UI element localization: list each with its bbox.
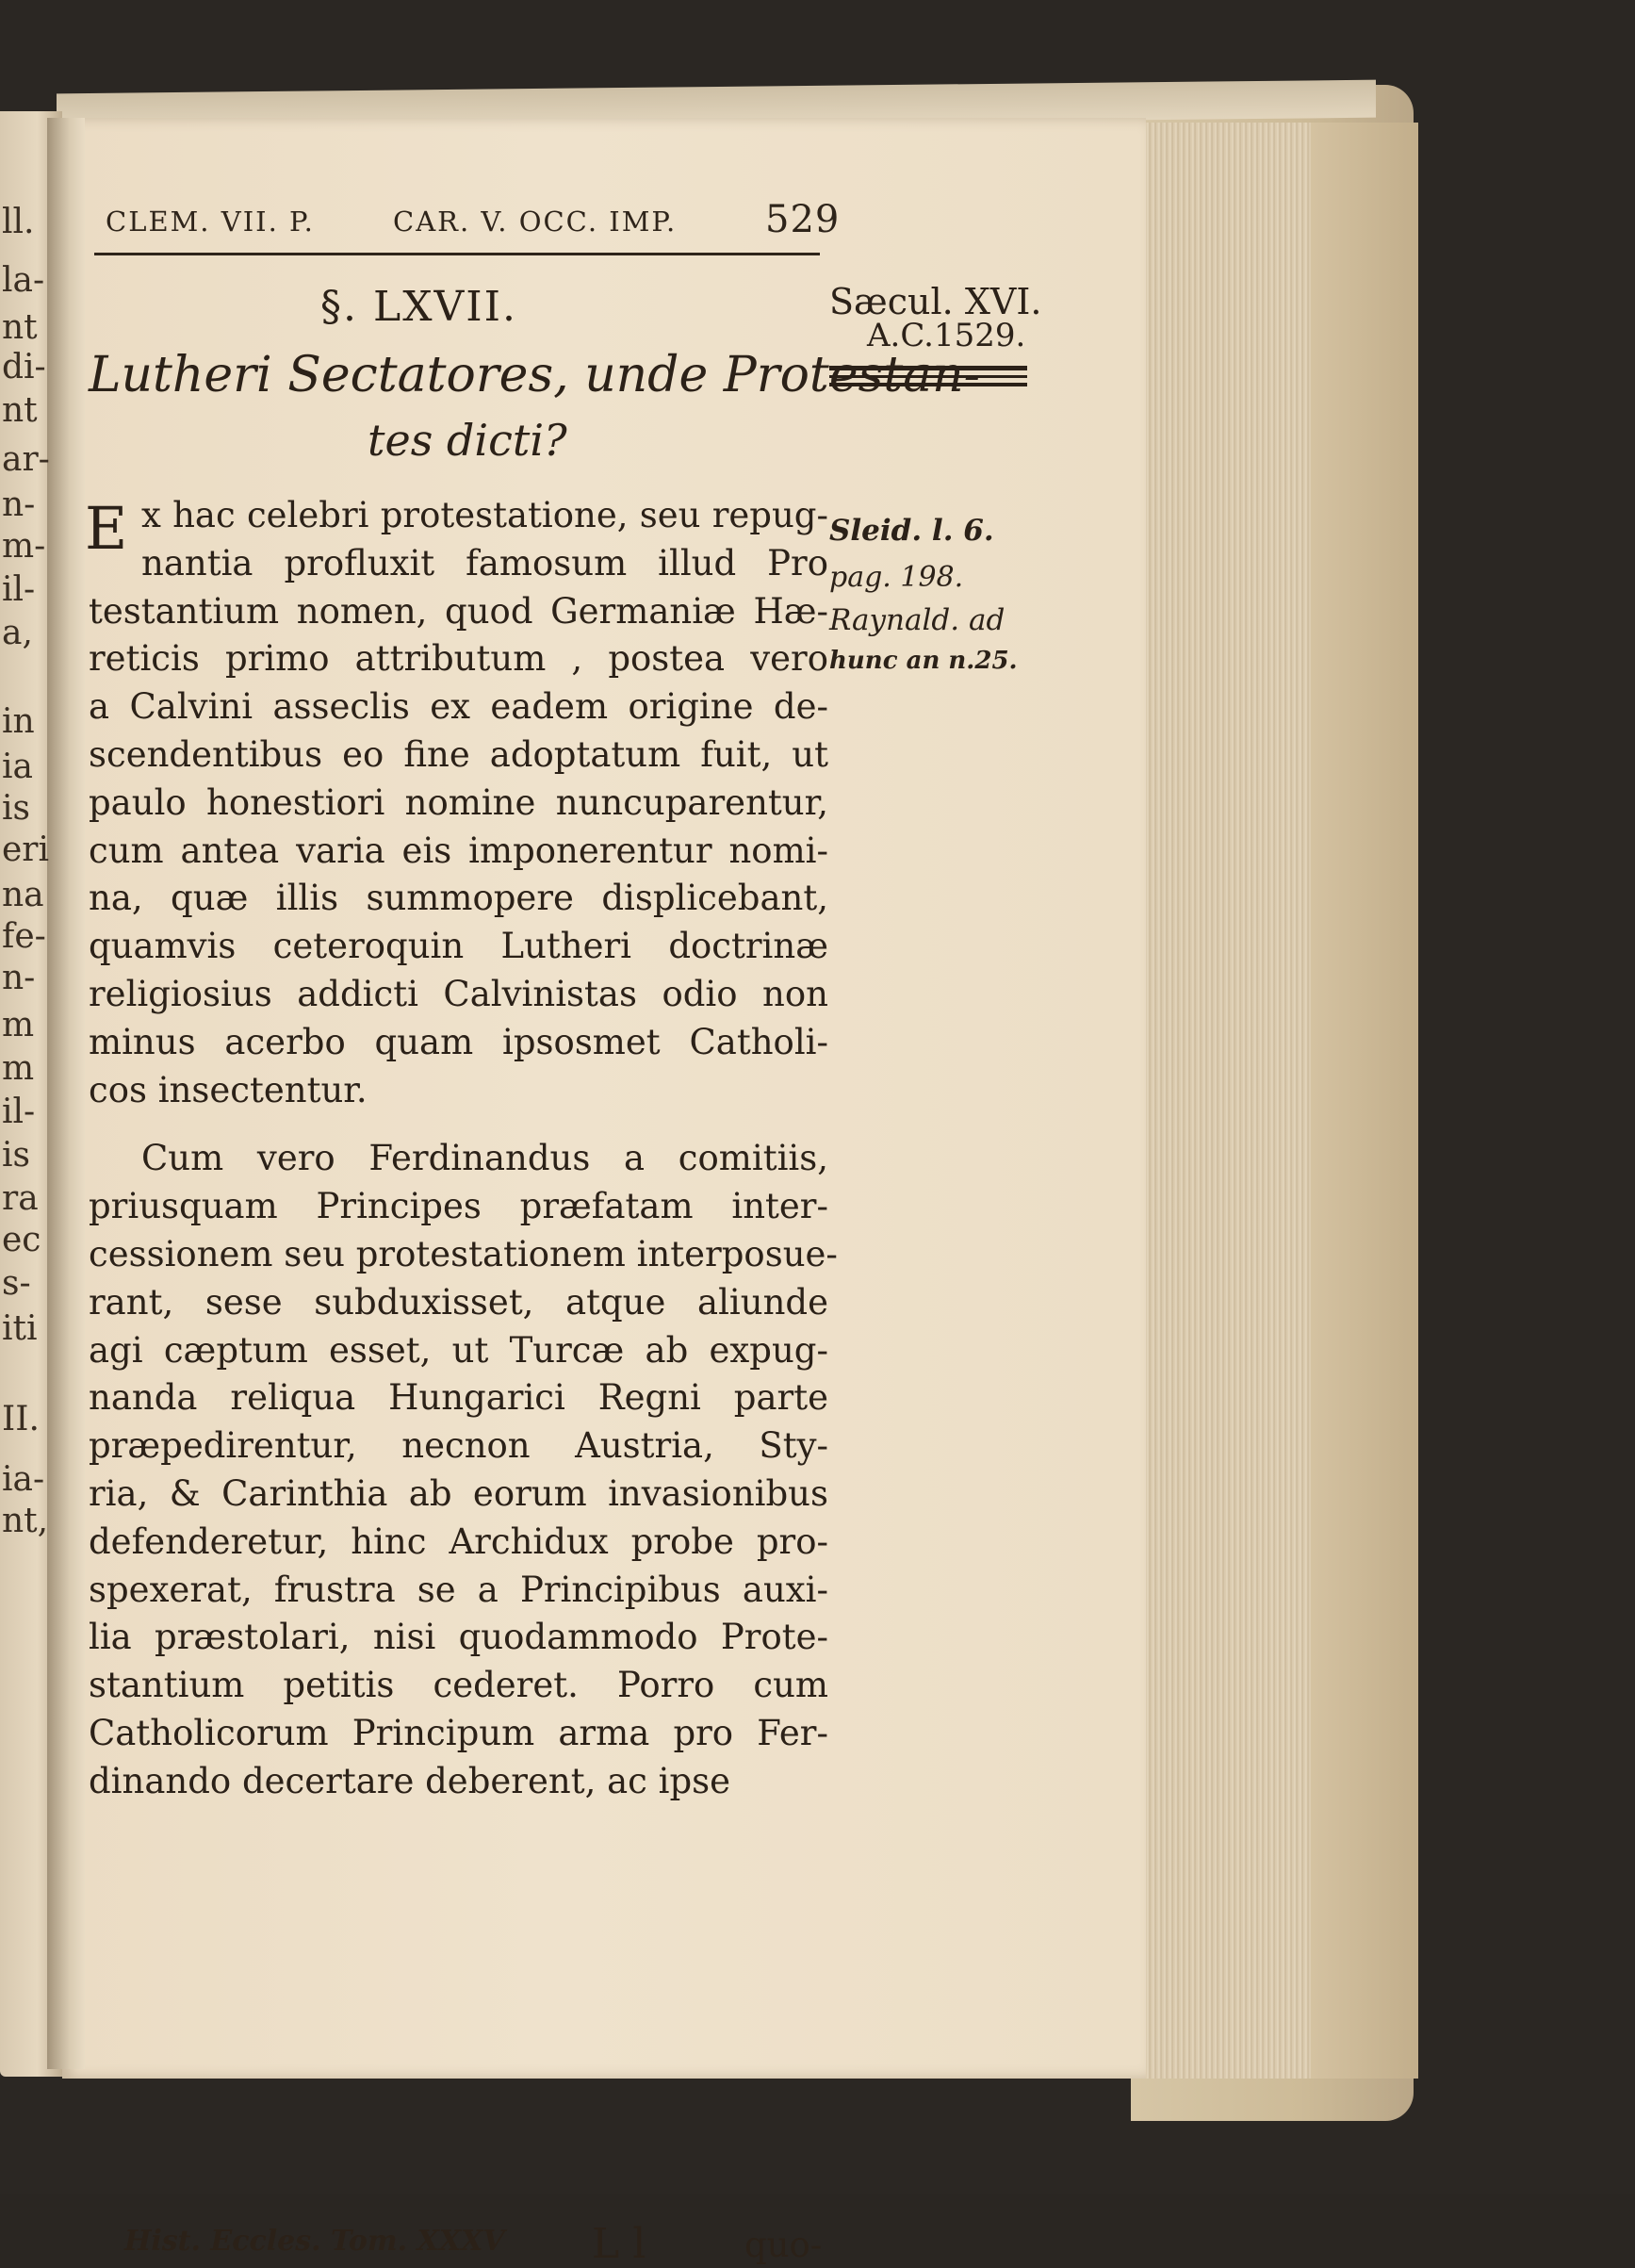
left-page-fragment: il-: [2, 1093, 36, 1131]
text-line: cum antea varia eis imponerentur nomi-: [89, 830, 828, 871]
left-page-fragment: is: [2, 1136, 30, 1175]
left-page-fragment: a,: [2, 614, 33, 652]
left-page-fragment: nt: [2, 391, 38, 430]
text-line: testantium nomen, quod Germaniæ Hæ-: [89, 590, 828, 632]
body-text: [85, 492, 838, 1806]
left-page-fragment: in: [2, 702, 35, 741]
running-header: [106, 198, 841, 253]
text-line: cessionem seu protestationem interposue-: [89, 1233, 838, 1274]
section-title-line2: tes dicti?: [368, 415, 567, 466]
text-line: defenderetur, hinc Archidux probe pro-: [89, 1520, 828, 1562]
paragraph-1-lines: [89, 492, 828, 1114]
text-line: Catholicorum Principum arma pro Fer-: [89, 1712, 828, 1753]
margin-ref-sleidan: Sleid. l. 6.: [829, 514, 994, 548]
signature-mark: L l: [592, 2220, 646, 2268]
text-line: priusquam Principes præfatam inter-: [89, 1186, 828, 1227]
drop-cap: E: [85, 494, 128, 563]
section-title-line1: Lutheri Sectatores, unde Protestan-: [89, 347, 981, 403]
text-line: præpedirentur, necnon Austria, Sty-: [89, 1425, 828, 1467]
left-page-fragment: ia-: [2, 1460, 45, 1499]
text-line: nanda reliqua Hungarici Regni parte: [89, 1377, 828, 1419]
text-line: a Calvini asseclis ex eadem origine de-: [89, 686, 828, 728]
text-line: na, quæ illis summopere displicebant,: [89, 878, 828, 919]
text-line: stantium petitis cederet. Porro cum: [89, 1665, 828, 1706]
header-middle: CAR. V. OCC. IMP.: [393, 205, 678, 238]
section-number: §. LXVII.: [320, 283, 518, 331]
left-page-fragment: m: [2, 1049, 35, 1088]
text-line: paulo honestiori nomine nuncuparentur,: [89, 781, 828, 823]
text-line: lia præstolari, nisi quodammodo Prote-: [89, 1617, 828, 1658]
text-line: x hac celebri protestatione, seu repug-: [141, 495, 828, 535]
left-page-fragment: ra: [2, 1179, 39, 1218]
left-page-fragment: m-: [2, 527, 46, 566]
text-line: reticis primo attributum , postea vero: [89, 638, 828, 680]
left-page-fragment: nt: [2, 308, 38, 347]
text-line: Cum vero Ferdinandus a comitiis,: [141, 1138, 828, 1179]
left-page-fragment: fe-: [2, 917, 46, 956]
left-page-fragment: n-: [2, 485, 36, 524]
left-page-fragment: n-: [2, 959, 36, 997]
text-line: ria, & Carinthia ab eorum invasionibus: [89, 1472, 828, 1514]
fore-edge-shadow: [1305, 123, 1418, 2079]
footer-signature: Hist. Eccles. Tom. XXXV: [124, 2225, 505, 2258]
left-page-fragment: is: [2, 789, 30, 828]
left-page-fragment: II.: [2, 1400, 40, 1438]
text-line: religiosius addicti Calvinistas odio non: [89, 973, 828, 1014]
text-line: agi cæptum esset, ut Turcæ ab expug-: [89, 1329, 828, 1371]
margin-ref-raynald: Raynald. ad: [829, 603, 1006, 637]
left-page-fragment: s-: [2, 1264, 31, 1303]
left-page-fragment: ia: [2, 748, 33, 786]
left-page-fragment: eri: [2, 830, 50, 869]
text-line: nantia profluxit famosum illud Pro: [141, 542, 828, 583]
page-fore-edge: [1146, 123, 1311, 2079]
margin-ref-page: pag. 198.: [829, 561, 964, 594]
left-page-fragment: ec: [2, 1221, 41, 1259]
left-page-fragment: ar-: [2, 440, 50, 479]
paragraph-1: [85, 492, 828, 1114]
margin-ref-year: hunc an n.25.: [829, 647, 1018, 675]
left-page-fragment: la-: [2, 261, 45, 300]
left-page-fragment: nt,: [2, 1502, 49, 1540]
text-line: minus acerbo quam ipsosmet Catholi-: [89, 1021, 828, 1062]
left-page-fragment: m: [2, 1006, 35, 1044]
margin-year: A.C.1529.: [867, 317, 1026, 354]
margin-saecul: Sæcul. XVI.: [829, 281, 1042, 322]
book-gutter: [47, 118, 85, 2069]
page-number: 529: [765, 198, 841, 241]
paragraph-2: [89, 1135, 838, 1805]
text-line: scendentibus eo fine adoptatum fuit, ut: [89, 733, 828, 775]
left-page-fragment: na: [2, 876, 44, 914]
left-page-fragment: iti: [2, 1309, 38, 1348]
text-line: cos insectentur.: [89, 1069, 368, 1110]
header-left: CLEM. VII. P.: [106, 205, 315, 238]
text-line: rant, sese subduxisset, atque aliunde: [89, 1281, 828, 1323]
text-line: quamvis ceteroquin Lutheri doctrinæ: [89, 926, 828, 967]
text-line: dinando decertare deberent, ac ipse: [89, 1760, 731, 1801]
catchword: quo-: [744, 2225, 823, 2265]
left-page-fragment: di-: [2, 348, 46, 386]
left-page-fragment: il-: [2, 570, 36, 609]
text-line: spexerat, frustra se a Principibus auxi-: [89, 1569, 828, 1610]
header-rule: [94, 253, 820, 255]
left-page-fragment: ll.: [2, 203, 35, 241]
